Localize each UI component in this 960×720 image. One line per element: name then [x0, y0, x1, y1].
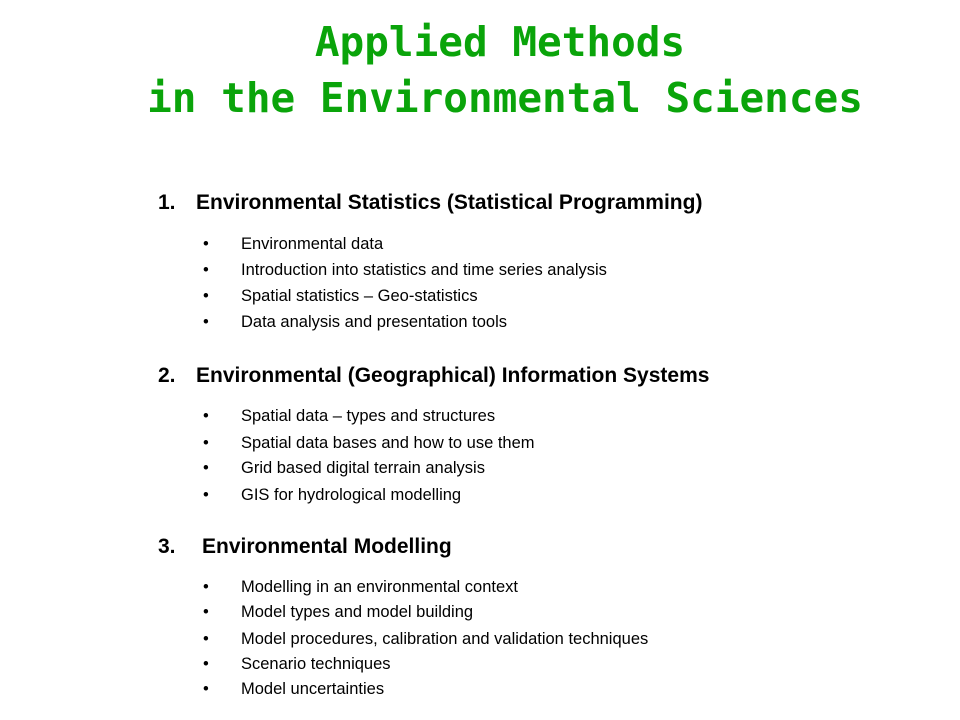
section-heading: [158, 363, 709, 389]
bullet-icon: •: [203, 261, 209, 279]
section-heading-text: Environmental Statistics (Statistical Programming): [196, 191, 703, 214]
bullet-icon: •: [203, 287, 209, 305]
section-number: 1.: [158, 191, 176, 214]
title-line-1: Applied Methods: [314, 18, 686, 66]
section-heading: [158, 190, 702, 216]
bullet-icon: •: [203, 630, 209, 648]
section-number: 3.: [158, 535, 176, 558]
title-line-2: in the Environmental Sciences: [147, 74, 863, 122]
bullet-icon: •: [203, 680, 209, 698]
section-heading: [158, 534, 452, 560]
bullet-icon: •: [203, 434, 209, 452]
bullet-icon: •: [203, 655, 209, 673]
bullet-icon: •: [203, 603, 209, 621]
bullet-icon: •: [203, 578, 209, 596]
section-heading-text: Environmental Modelling: [202, 535, 452, 558]
section-number: 2.: [158, 364, 176, 387]
slide-title: [0, 14, 960, 126]
bullet-icon: •: [203, 313, 209, 331]
section-heading-text: Environmental (Geographical) Information Systems: [196, 364, 710, 387]
bullet-icon: •: [203, 459, 209, 477]
bullet-icon: •: [203, 407, 209, 425]
bullet-icon: •: [203, 486, 209, 504]
bullet-icon: •: [203, 235, 209, 253]
